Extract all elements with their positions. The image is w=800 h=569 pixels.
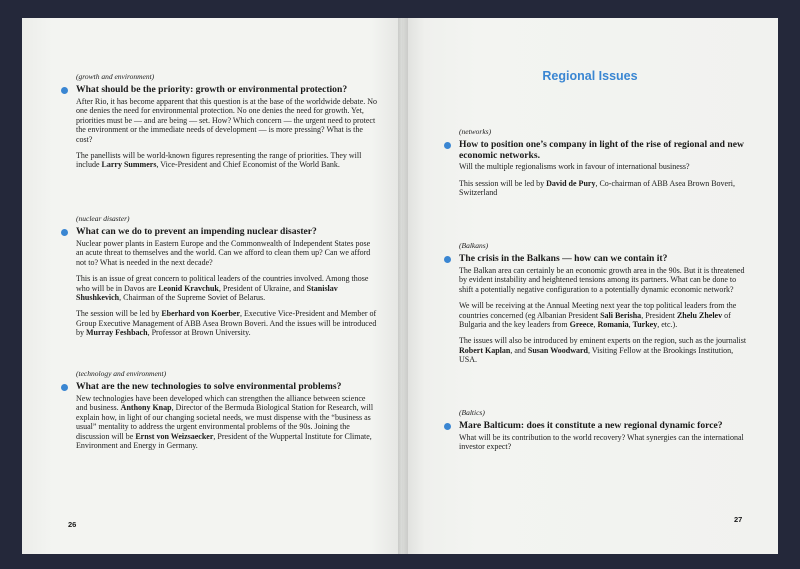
section-heading-text: The crisis in the Balkans — how can we contain it? [459, 253, 668, 265]
section-tag: (nuclear disaster) [76, 214, 130, 223]
bullet-icon [61, 87, 68, 94]
section-growth-environment [56, 72, 378, 177]
section-paragraph [56, 239, 378, 267]
paragraph-text: , Professor at Brown University. [147, 328, 251, 338]
bold-name: Sali Berisha [600, 310, 642, 320]
bullet-icon [61, 229, 68, 236]
binding-gutter [398, 18, 408, 554]
paragraph-text: What will be its contribution to the world recovery? What synergies can the international investor expect? [459, 432, 744, 452]
paragraph-text: , Chairman of the Supreme Soviet of Belarus. [119, 292, 266, 302]
section-paragraph [56, 97, 378, 144]
section-heading [439, 254, 751, 265]
section-baltics [439, 408, 751, 459]
paragraph-text: The session will be led by [76, 309, 162, 319]
paragraph-text: , Vice-President and Chief Economist of the World Bank. [156, 160, 340, 170]
bold-name: Stanislav Shushkevich [76, 283, 338, 302]
section-paragraph [56, 394, 378, 450]
section-paragraph [56, 151, 378, 170]
section-heading-text: What are the new technologies to solve environmental problems? [76, 381, 342, 393]
paragraph-text: , President of the Wuppertal Institute for Climate, Environment and Energy in Germany. [76, 431, 372, 450]
section-paragraph [56, 309, 378, 337]
section-balkans [439, 241, 751, 372]
section-heading-text: Mare Balticum: does it constitute a new regional dynamic force? [459, 420, 723, 432]
section-heading-text: What should be the priority: growth or environmental protection? [76, 84, 348, 96]
page-number-right: 27 [734, 515, 743, 524]
page-title: Regional Issues [542, 69, 638, 83]
bold-name: Romania [597, 319, 629, 329]
paragraph-text: , and [510, 345, 528, 355]
paragraph-text: , [628, 319, 633, 329]
bold-name: Eberhard von Koerber [161, 309, 240, 319]
section-technology-environment [56, 369, 378, 457]
bold-name: Zhelu Zhelev [676, 310, 723, 320]
bullet-icon [444, 423, 451, 430]
paragraph-text: The panellists will be world-known figures representing the range of priorities. They will include [76, 150, 362, 170]
paragraph-text: Nuclear power plants in Eastern Europe and the Commonwealth of Independent States pose an acute threat to themselves and the world. Can we afford to clean them up? Can we afford not to? What is needed in the next decade? [76, 238, 371, 267]
paragraph-text: of Bulgaria and the key leaders from [459, 310, 731, 329]
paragraph-text: , Director of the Bermuda Biological Station for Research, will explain how, in light of our changing societal needs, we must dispense with the “business as usual” mentality to address the urgent environmental problems of the 90s. Joining the discussion will be [76, 403, 374, 441]
section-tag: (Baltics) [459, 408, 485, 417]
paragraph-text: This is an issue of great concern to political leaders of the countries involved. Among those who will be in Davos are [76, 274, 369, 293]
section-paragraph [439, 266, 751, 294]
section-heading [56, 85, 378, 96]
section-heading-text: What can we do to prevent an impending nuclear disaster? [76, 226, 317, 238]
paragraph-text: , Visiting Fellow at the Brookings Institution, USA. [459, 345, 734, 365]
section-paragraph [439, 301, 751, 329]
section-heading [56, 382, 378, 393]
paragraph-text: Will the multiple regionalisms work in favour of international business? [459, 162, 690, 172]
section-networks [439, 127, 751, 205]
section-paragraph [56, 274, 378, 302]
bold-name: Leonid Kravchuk [158, 283, 219, 293]
section-nuclear-disaster [56, 214, 378, 345]
paragraph-text: , [593, 319, 598, 329]
paragraph-text: , President of Ukraine, and [218, 283, 307, 293]
bold-name: Greece [569, 319, 594, 329]
right-page [402, 18, 778, 554]
paragraph-text: We will be receiving at the Annual Meeting next year the top political leaders from the countries concerned (eg Albanian President [459, 301, 737, 320]
bold-name: David de Pury [546, 178, 596, 188]
section-heading-text: How to position one’s company in light of the rise of regional and new economic networks. [459, 139, 744, 161]
paragraph-text: New technologies have been developed which can strengthen the alliance between science and business. [76, 393, 366, 413]
bold-name: Anthony Knap [120, 403, 172, 413]
section-tag: (growth and environment) [76, 72, 155, 81]
bold-name: Turkey [632, 319, 658, 329]
section-paragraph [439, 433, 751, 452]
paragraph-text: The issues will also be introduced by eminent experts on the region, such as the journalist [459, 336, 747, 346]
bullet-icon [444, 142, 451, 149]
bold-name: Larry Summers [101, 160, 157, 170]
section-heading [56, 227, 378, 238]
bullet-icon [444, 256, 451, 263]
section-tag: (networks) [459, 127, 492, 136]
bold-name: Susan Woodward [527, 345, 589, 355]
paragraph-text: , Co-chairman of ABB Asea Brown Boveri, Switzerland [459, 178, 735, 198]
paragraph-text: , President [641, 310, 677, 320]
bullet-icon [61, 384, 68, 391]
paragraph-text: , Executive Vice-President and Member of Group Executive Management of ABB Asea Brown Boveri. And the issues will be introduced by [76, 309, 377, 338]
section-paragraph [439, 162, 751, 171]
paragraph-text: After Rio, it has become apparent that this question is at the base of the worldwide debate. No one denies the need for environmental protection. No one denies the need for growth. Yet, priorities must be — and are being — set. How? Which concern — the urgent need to protect the environment or the immediate needs of development — is more pressing? What is the cost? [76, 96, 378, 144]
bold-name: Ernst von Weizsaecker [135, 431, 214, 441]
bold-name: Robert Kaplan [459, 345, 511, 355]
section-paragraph [439, 336, 751, 364]
section-tag: (technology and environment) [76, 369, 167, 378]
left-page [22, 18, 402, 554]
booklet-spread [22, 18, 778, 554]
section-heading [439, 140, 751, 161]
bold-name: Murray Feshbach [86, 328, 148, 338]
paragraph-text: , etc.). [657, 319, 678, 329]
section-heading [439, 421, 751, 432]
section-paragraph [439, 179, 751, 198]
page-number-left: 26 [68, 520, 77, 529]
paragraph-text: This session will be led by [459, 178, 547, 188]
paragraph-text: The Balkan area can certainly be an economic growth area in the 90s. But it is threatened by evident instability and heightened tensions among its partners. What can be done to shift a potentially negative configuration to a potentially dynamic economic network? [459, 265, 745, 294]
section-tag: (Balkans) [459, 241, 489, 250]
